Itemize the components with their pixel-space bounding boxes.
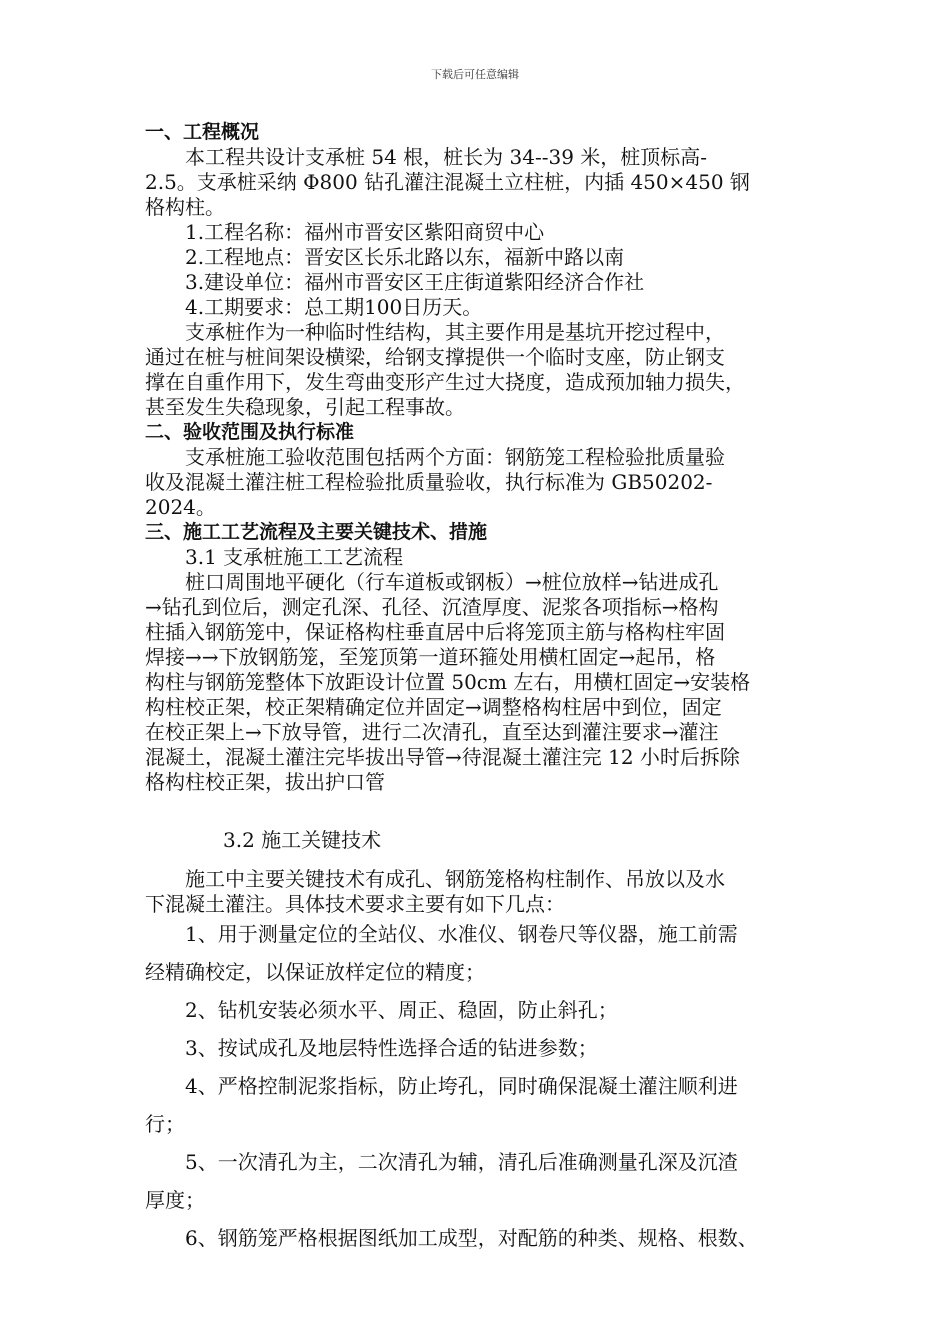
paragraph-line: 通过在桩与桩间架设横梁，给钢支撑提供一个临时支座，防止钢支 xyxy=(145,345,725,369)
list-item: 5、一次清孔为主，二次清孔为辅，清孔后准确测量孔深及沉渣 xyxy=(185,1150,738,1174)
list-item: 1、用于测量定位的全站仪、水准仪、钢卷尺等仪器，施工前需 xyxy=(185,922,738,946)
list-item: 行； xyxy=(145,1112,185,1136)
header-note: 下载后可任意编辑 xyxy=(431,68,519,81)
paragraph-line: 桩口周围地平硬化（行车道板或钢板）→桩位放样→钻进成孔 xyxy=(185,570,719,594)
list-item: 3、按试成孔及地层特性选择合适的钻进参数； xyxy=(185,1036,598,1060)
paragraph-line: 收及混凝土灌注桩工程检验批质量验收，执行标准为 GB50202- xyxy=(145,470,713,494)
paragraph-line: 2.5。支承桩采纳 Φ800 钻孔灌注混凝土立柱桩，内插 450×450 钢 xyxy=(145,170,750,194)
paragraph-line: 2024。 xyxy=(145,495,216,519)
paragraph-line: 构柱校正架，校正架精确定位并固定→调整格构柱居中到位，固定 xyxy=(145,695,722,719)
paragraph-line: 混凝土，混凝土灌注完毕拔出导管→待混凝土灌注完 12 小时后拆除 xyxy=(145,745,740,769)
subsection-title: 3.1 支承桩施工工艺流程 xyxy=(185,545,404,569)
list-item: 厚度； xyxy=(145,1188,205,1212)
paragraph-line: 格构柱。 xyxy=(145,195,225,219)
list-item: 4、严格控制泥浆指标，防止垮孔，同时确保混凝土灌注顺利进 xyxy=(185,1074,738,1098)
paragraph-line: 甚至发生失稳现象，引起工程事故。 xyxy=(145,395,465,419)
paragraph-line: 格构柱校正架，拔出护口管 xyxy=(145,770,385,794)
list-item: 6、钢筋笼严格根据图纸加工成型，对配筋的种类、规格、根数、 xyxy=(185,1226,758,1250)
paragraph-line: 支承桩作为一种临时性结构，其主要作用是基坑开挖过程中， xyxy=(185,320,725,344)
list-item: 2、钻机安装必须水平、周正、稳固，防止斜孔； xyxy=(185,998,618,1022)
section-2-title: 二、验收范围及执行标准 xyxy=(145,421,355,443)
paragraph-line: 支承桩施工验收范围包括两个方面：钢筋笼工程检验批质量验 xyxy=(185,445,725,469)
list-item: 1.工程名称：福州市晋安区紫阳商贸中心 xyxy=(185,220,545,244)
list-item: 经精确校定，以保证放样定位的精度； xyxy=(145,960,485,984)
section-3-title: 三、施工工艺流程及主要关键技术、措施 xyxy=(145,521,488,543)
paragraph-line: 下混凝土灌注。具体技术要求主要有如下几点： xyxy=(145,892,565,916)
list-item: 3.建设单位：福州市晋安区王庄街道紫阳经济合作社 xyxy=(185,270,645,294)
paragraph-line: 构柱与钢筋笼整体下放距设计位置 50cm 左右，用横杠固定→安装格 xyxy=(145,670,751,694)
subsection-title: 3.2 施工关键技术 xyxy=(223,828,382,852)
paragraph-line: 施工中主要关键技术有成孔、钢筋笼格构柱制作、吊放以及水 xyxy=(185,867,725,891)
paragraph-line: 撑在自重作用下，发生弯曲变形产生过大挠度，造成预加轴力损失， xyxy=(145,370,745,394)
document-body xyxy=(145,120,825,1255)
paragraph-line: 在校正架上→下放导管，进行二次清孔，直至达到灌注要求→灌注 xyxy=(145,720,719,744)
list-item: 2.工程地点：晋安区长乐北路以东，福新中路以南 xyxy=(185,245,625,269)
section-1-title: 一、工程概况 xyxy=(145,121,260,143)
paragraph-line: 本工程共设计支承桩 54 根，桩长为 34--39 米，桩顶标高- xyxy=(185,145,708,169)
paragraph-line: →钻孔到位后，测定孔深、孔径、沉渣厚度、泥浆各项指标→格构 xyxy=(145,595,719,619)
paragraph-line: 柱插入钢筋笼中，保证格构柱垂直居中后将笼顶主筋与格构柱牢固 xyxy=(145,620,725,644)
paragraph-line: 焊接→→下放钢筋笼，至笼顶第一道环箍处用横杠固定→起吊，格 xyxy=(145,645,716,669)
list-item: 4.工期要求：总工期100日历天。 xyxy=(185,295,483,319)
